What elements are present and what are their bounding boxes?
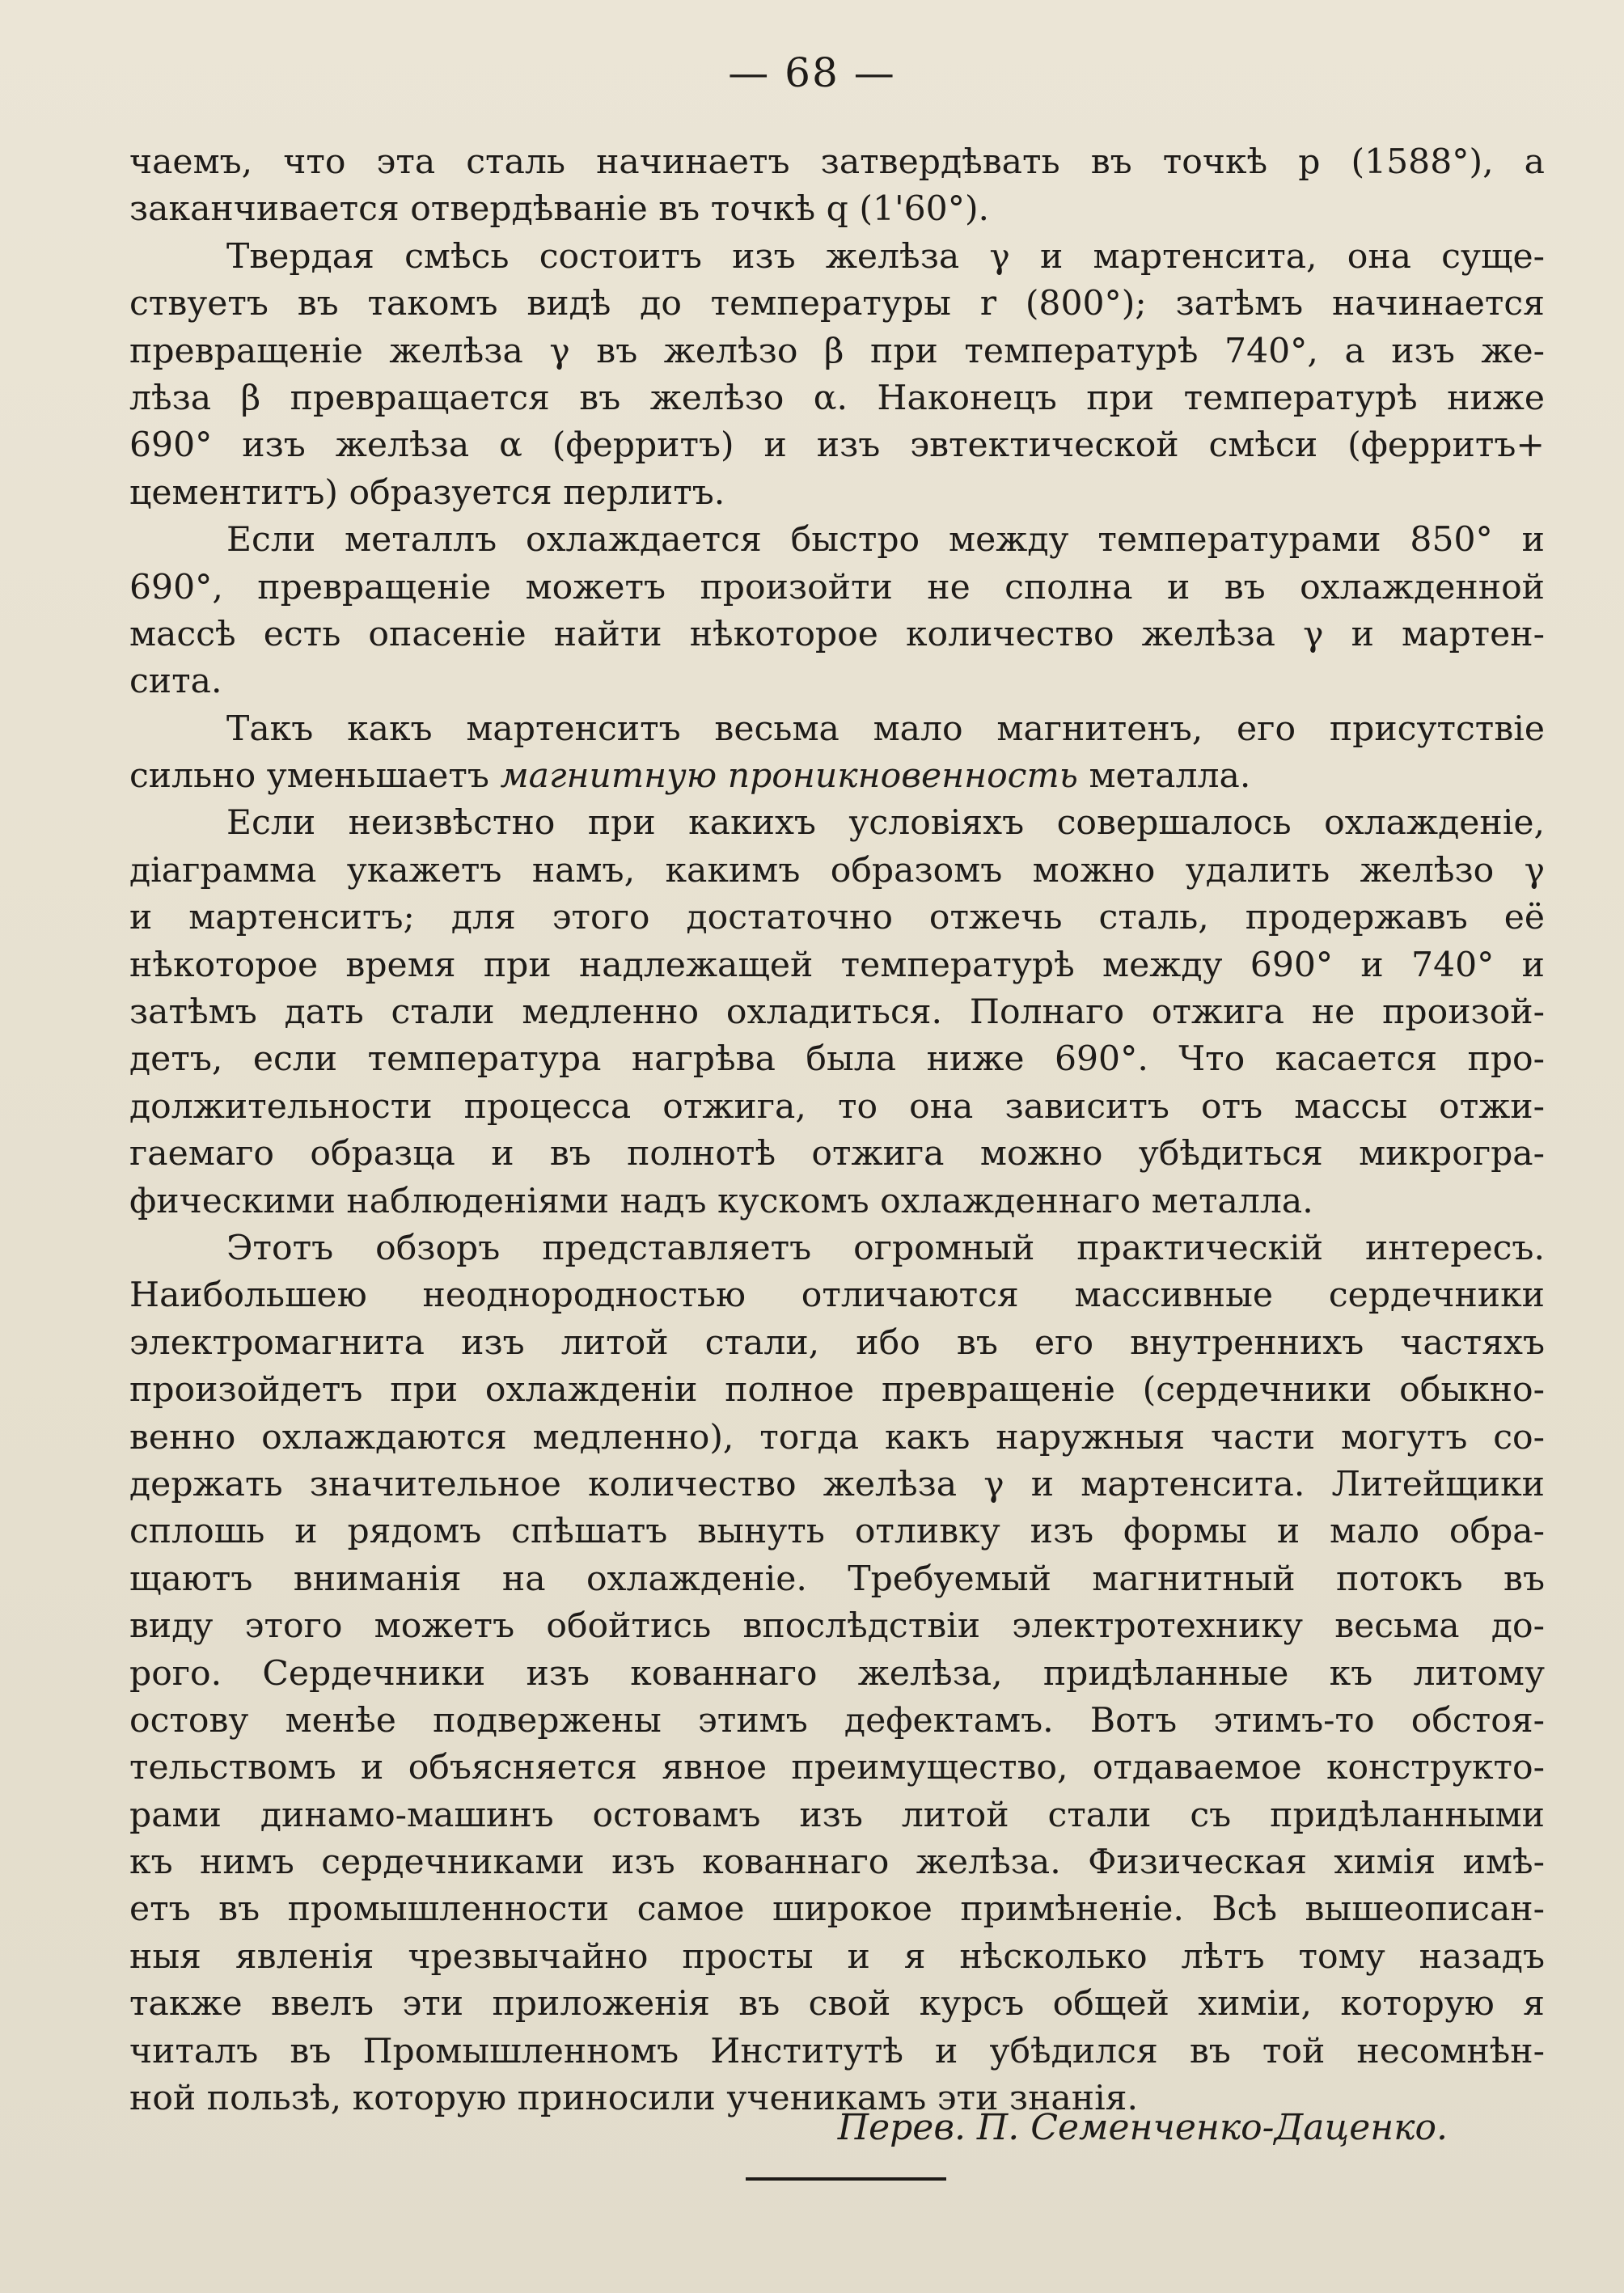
- text-line: и мартенситъ; для этого достаточно отжечь сталь, продержавъ её: [129, 898, 1545, 938]
- text-line: тельствомъ и объясняется явное преимущество, отдаваемое конструкто-: [129, 1748, 1545, 1788]
- text-line: сита.: [129, 662, 222, 702]
- text-line: [129, 753, 1545, 800]
- text-line: ствуетъ въ такомъ видѣ до температуры r (800°); затѣмъ начинается: [129, 284, 1545, 324]
- page-number: — 68 —: [728, 49, 896, 96]
- text-line: етъ въ промышленности самое широкое примѣненіе. Всѣ вышеописан-: [129, 1889, 1545, 1930]
- text-line: ной пользѣ, которую приносили ученикамъ эти знанія.: [129, 2079, 1138, 2119]
- text-line: должительности процесса отжига, то она зависитъ отъ массы отжи-: [129, 1086, 1545, 1127]
- text-line: сплошь и рядомъ спѣшатъ вынуть отливку изъ формы и мало обра-: [129, 1512, 1545, 1552]
- text-line: также ввелъ эти приложенія въ свой курсъ общей химіи, которую я: [129, 1984, 1545, 2024]
- text-line: 690° изъ желѣза α (ферритъ) и изъ эвтектической смѣси (ферритъ+: [129, 425, 1545, 466]
- translator-signature: Перев. П. Семенченко-Даценко.: [837, 2107, 1448, 2148]
- text-line: виду этого можетъ обойтись впослѣдствіи электротехнику весьма до-: [129, 1606, 1545, 1647]
- end-rule: [746, 2177, 946, 2181]
- text-line: ныя явленія чрезвычайно просты и я нѣсколько лѣтъ тому назадъ: [129, 1936, 1545, 1977]
- text-line: Если металлъ охлаждается быстро между температурами 850° и: [226, 520, 1545, 561]
- paragraph-1: [129, 139, 1545, 234]
- text-line: массѣ есть опасеніе найти нѣкоторое количество желѣза γ и мартен-: [129, 614, 1545, 654]
- text-line: къ нимъ сердечниками изъ кованнаго желѣза. Физическая химія имѣ-: [129, 1842, 1545, 1883]
- text-line: 690°, превращеніе можетъ произойти не сполна и въ охлажденной: [129, 567, 1545, 607]
- text-line: Этотъ обзоръ представляетъ огромный практическій интересъ.: [226, 1228, 1545, 1268]
- text-line: рами динамо-машинъ остовамъ изъ литой стали съ придѣланными: [129, 1795, 1545, 1835]
- text-line: щаютъ вниманія на охлажденіе. Требуемый магнитный потокъ въ: [129, 1559, 1545, 1599]
- text-line: заканчивается отвердѣваніе въ точкѣ q (1'60°).: [129, 189, 990, 230]
- italic-term: магнитную проникновенность: [500, 756, 1078, 797]
- text-line: читалъ въ Промышленномъ Институтѣ и убѣдился въ той несомнѣн-: [129, 2031, 1545, 2071]
- text-line: держать значительное количество желѣза γ и мартенсита. Литейщики: [129, 1464, 1545, 1504]
- text-line: Если неизвѣстно при какихъ условіяхъ совершалось охлажденіе,: [226, 803, 1545, 844]
- paragraph-2: [129, 234, 1545, 517]
- paragraph-4: [129, 706, 1545, 801]
- text-line: электромагнита изъ литой стали, ибо въ его внутреннихъ частяхъ: [129, 1322, 1545, 1363]
- text-line: Твердая смѣсь состоитъ изъ желѣза γ и мартенсита, она суще-: [226, 236, 1545, 277]
- text-line: Наибольшею неоднородностью отличаются массивные сердечники: [129, 1276, 1545, 1316]
- text-line: гаемаго образца и въ полнотѣ отжига можно убѣдиться микрогра-: [129, 1134, 1545, 1174]
- text-line: фическими наблюденіями надъ кускомъ охлажденнаго металла.: [129, 1181, 1313, 1221]
- text-line: венно охлаждаются медленно), тогда какъ наружныя части могутъ со-: [129, 1417, 1545, 1457]
- body-text: [129, 139, 1545, 2122]
- text-line: остову менѣе подвержены этимъ дефектамъ. Вотъ этимъ-то обстоя-: [129, 1700, 1545, 1741]
- text-line: лѣза β превращается въ желѣзо α. Наконецъ при температурѣ ниже: [129, 378, 1545, 418]
- paragraph-5: [129, 800, 1545, 1225]
- text-line: цементитъ) образуется перлитъ.: [129, 472, 725, 513]
- text-line: Такъ какъ мартенситъ весьма мало магнитенъ, его присутствіе: [226, 709, 1545, 749]
- text-line: рого. Сердечники изъ кованнаго желѣза, придѣланные къ литому: [129, 1653, 1545, 1694]
- text-segment: сильно уменьшаетъ: [129, 756, 501, 797]
- text-line: произойдетъ при охлажденіи полное превращеніе (сердечники обыкно-: [129, 1370, 1545, 1411]
- text-line: детъ, если температура нагрѣва была ниже 690°. Что касается про-: [129, 1039, 1545, 1080]
- text-line: діаграмма укажетъ намъ, какимъ образомъ можно удалить желѣзо γ: [129, 850, 1545, 891]
- text-line: превращеніе желѣза γ въ желѣзо β при температурѣ 740°, а изъ же-: [129, 331, 1545, 371]
- text-line: чаемъ, что эта сталь начинаетъ затвердѣвать въ точкѣ p (1588°), а: [129, 142, 1545, 182]
- text-line: нѣкоторое время при надлежащей температурѣ между 690° и 740° и: [129, 945, 1545, 985]
- text-line: затѣмъ дать стали медленно охладиться. Полнаго отжига не произой-: [129, 992, 1545, 1033]
- paragraph-3: [129, 517, 1545, 706]
- text-segment: металла.: [1077, 756, 1251, 797]
- paragraph-6: [129, 1225, 1545, 2122]
